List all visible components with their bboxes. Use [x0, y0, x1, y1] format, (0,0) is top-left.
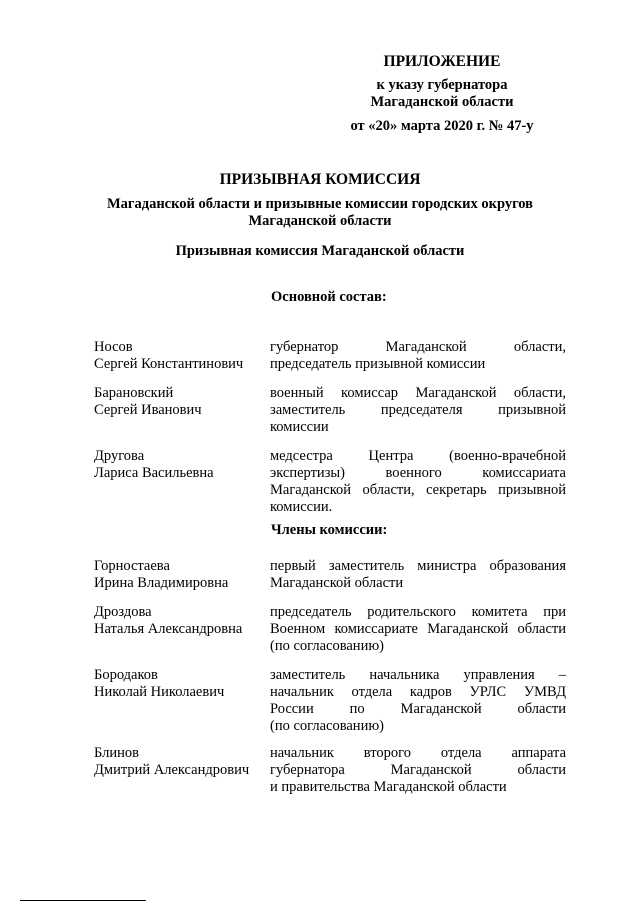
- member-given-name: Николай Николаевич: [94, 684, 225, 700]
- appendix-heading: ПРИЛОЖЕНИЕ: [383, 53, 501, 70]
- member-role: [270, 558, 566, 592]
- role-line: военный комиссар Магаданской области,: [270, 385, 566, 401]
- role-line: и правительства Магаданской области: [270, 779, 507, 795]
- role-line: России по Магаданской области: [270, 701, 566, 717]
- member-role: [270, 667, 566, 735]
- member-name: [94, 604, 254, 638]
- role-line: заместитель председателя призывной: [270, 402, 566, 418]
- member-given-name: Наталья Александровна: [94, 621, 243, 637]
- member-given-name: Сергей Константинович: [94, 356, 244, 372]
- appendix-line1: к указу губернатора: [376, 77, 508, 93]
- member-surname: Горностаева: [94, 558, 170, 574]
- document-title: ПРИЗЫВНАЯ КОМИССИЯ: [219, 171, 421, 188]
- member-name: [94, 667, 254, 701]
- member-name: [94, 339, 254, 373]
- member-surname: Блинов: [94, 745, 139, 761]
- appendix-block: [332, 53, 552, 135]
- role-line: заместитель начальника управления –: [270, 667, 566, 683]
- member-given-name: Сергей Иванович: [94, 402, 202, 418]
- member-surname: Носов: [94, 339, 133, 355]
- main-section-heading: Основной состав:: [271, 289, 387, 305]
- member-name: [94, 745, 254, 779]
- member-surname: Другова: [94, 448, 145, 464]
- appendix-reference: [332, 77, 552, 111]
- role-line: комиссии: [270, 419, 329, 435]
- members-section-heading: Члены комиссии:: [271, 522, 388, 538]
- member-role: [270, 385, 566, 436]
- member-role: [270, 448, 566, 516]
- member-role: [270, 604, 566, 655]
- member-role: [270, 745, 566, 796]
- member-name: [94, 558, 254, 592]
- role-line: председатель родительского комитета при: [270, 604, 566, 620]
- role-line: председатель призывной комиссии: [270, 356, 486, 372]
- subtitle-line1: Магаданской области и призывные комиссии городских округов: [106, 196, 534, 212]
- appendix-date: от «20» марта 2020 г. № 47-у: [350, 118, 534, 134]
- member-role: [270, 339, 566, 373]
- role-line: медсестра Центра (военно-врачебной: [270, 448, 566, 464]
- document-subtitle: [0, 196, 640, 230]
- appendix-line2: Магаданской области: [370, 94, 514, 110]
- member-given-name: Ирина Владимировна: [94, 575, 229, 591]
- role-line: Магаданской области: [270, 575, 404, 591]
- role-line: экспертизы) военного комиссариата: [270, 465, 566, 481]
- role-line: (по согласованию): [270, 638, 384, 654]
- footnote-divider: [20, 900, 146, 901]
- member-name: [94, 448, 254, 482]
- role-line: первый заместитель министра образования: [270, 558, 566, 574]
- role-line: начальник отдела кадров УРЛС УМВД: [270, 684, 566, 700]
- role-line: комиссии.: [270, 499, 333, 515]
- role-line: начальник второго отдела аппарата: [270, 745, 566, 761]
- role-line: губернатора Магаданской области: [270, 762, 566, 778]
- subtitle-line2: Магаданской области: [248, 213, 392, 229]
- role-line: (по согласованию): [270, 718, 384, 734]
- member-given-name: Дмитрий Александрович: [94, 762, 250, 778]
- member-surname: Бородаков: [94, 667, 158, 683]
- commission-title: Призывная комиссия Магаданской области: [175, 243, 465, 259]
- member-surname: Дроздова: [94, 604, 152, 620]
- member-given-name: Лариса Васильевна: [94, 465, 214, 481]
- member-surname: Барановский: [94, 385, 174, 401]
- role-line: Военном комиссариате Магаданской области: [270, 621, 566, 637]
- role-line: губернатор Магаданской области,: [270, 339, 566, 355]
- member-name: [94, 385, 254, 419]
- role-line: Магаданской области, секретарь призывной: [270, 482, 566, 498]
